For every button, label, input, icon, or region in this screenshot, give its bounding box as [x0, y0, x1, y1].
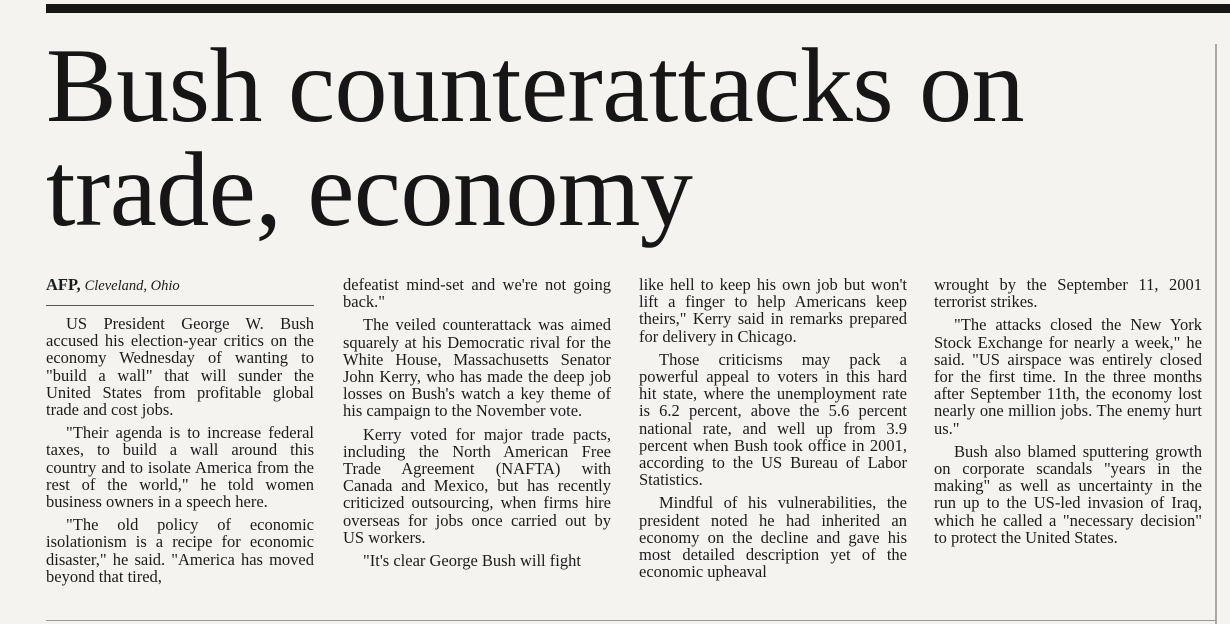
dateline-agency: AFP, — [46, 275, 81, 294]
right-column-rule — [1215, 44, 1217, 624]
article-column-1 — [46, 276, 314, 585]
article-column-4 — [934, 276, 1202, 546]
headline: Bush counterattacks on trade, economy — [46, 27, 1025, 248]
paragraph: wrought by the September 11, 2001 terrorist strikes. — [934, 275, 1202, 312]
dateline — [46, 276, 314, 306]
bottom-rule — [46, 620, 1216, 621]
paragraph: US President George W. Bush accused his election-year critics on the economy Wednesday of wanting to "build a wall" that will sunder the United States from profitable global trade and cost jobs. — [46, 314, 314, 420]
article-column-3 — [639, 276, 907, 580]
paragraph: "Their agenda is to increase federal taxes, to build a wall around this country and to isolate America from the rest of the world," he told women business owners in a speech here. — [46, 423, 314, 512]
paragraph: "It's clear George Bush will fight — [363, 551, 581, 571]
paragraph: "The old policy of economic isolationism is a recipe for economic disaster," he said. "America has moved beyond that tired, — [46, 515, 314, 586]
top-rule — [46, 4, 1230, 13]
dateline-place: Cleveland, Ohio — [84, 278, 180, 294]
paragraph: defeatist mind-set and we're not going back." — [343, 275, 611, 312]
article-column-2 — [343, 276, 611, 569]
paragraph: Mindful of his vulnerabilities, the president noted he had inherited an economy on the decline and gave his most detailed description yet of the economic upheaval — [639, 493, 907, 582]
paragraph: like hell to keep his own job but won't lift a finger to help Americans keep theirs," Kerry said in remarks prepared for delivery in Chicago. — [639, 275, 907, 346]
paragraph: "The attacks closed the New York Stock Exchange for nearly a week," he said. "US airspace was entirely closed for the first time. In the three months after September 11th, the economy lost nearly one million jobs. The enemy hurt us." — [934, 315, 1202, 438]
paragraph: Bush also blamed sputtering growth on corporate scandals "years in the making" as well as uncertainty in the run up to the US-led invasion of Iraq, which he called a "necessary decision" to protect the United States. — [934, 441, 1202, 547]
paragraph: The veiled counterattack was aimed squarely at his Democratic rival for the White House, Massachusetts Senator John Kerry, who has made the deep job losses on Bush's watch a key theme of his campaign to the November vote. — [343, 315, 611, 421]
paragraph: Those criticisms may pack a powerful appeal to voters in this hard hit state, where the unemployment rate is 6.2 percent, above the 5.6 percent national rate, and well up from 3.9 percent when Bush took office in 2001, according to the US Bureau of Labor Statistics. — [639, 349, 907, 490]
paragraph: Kerry voted for major trade pacts, including the North American Free Trade Agreement (NAFTA) with Canada and Mexico, but has recently criticized outsourcing, when firms hire overseas for jobs once carried out by US workers. — [343, 424, 611, 547]
